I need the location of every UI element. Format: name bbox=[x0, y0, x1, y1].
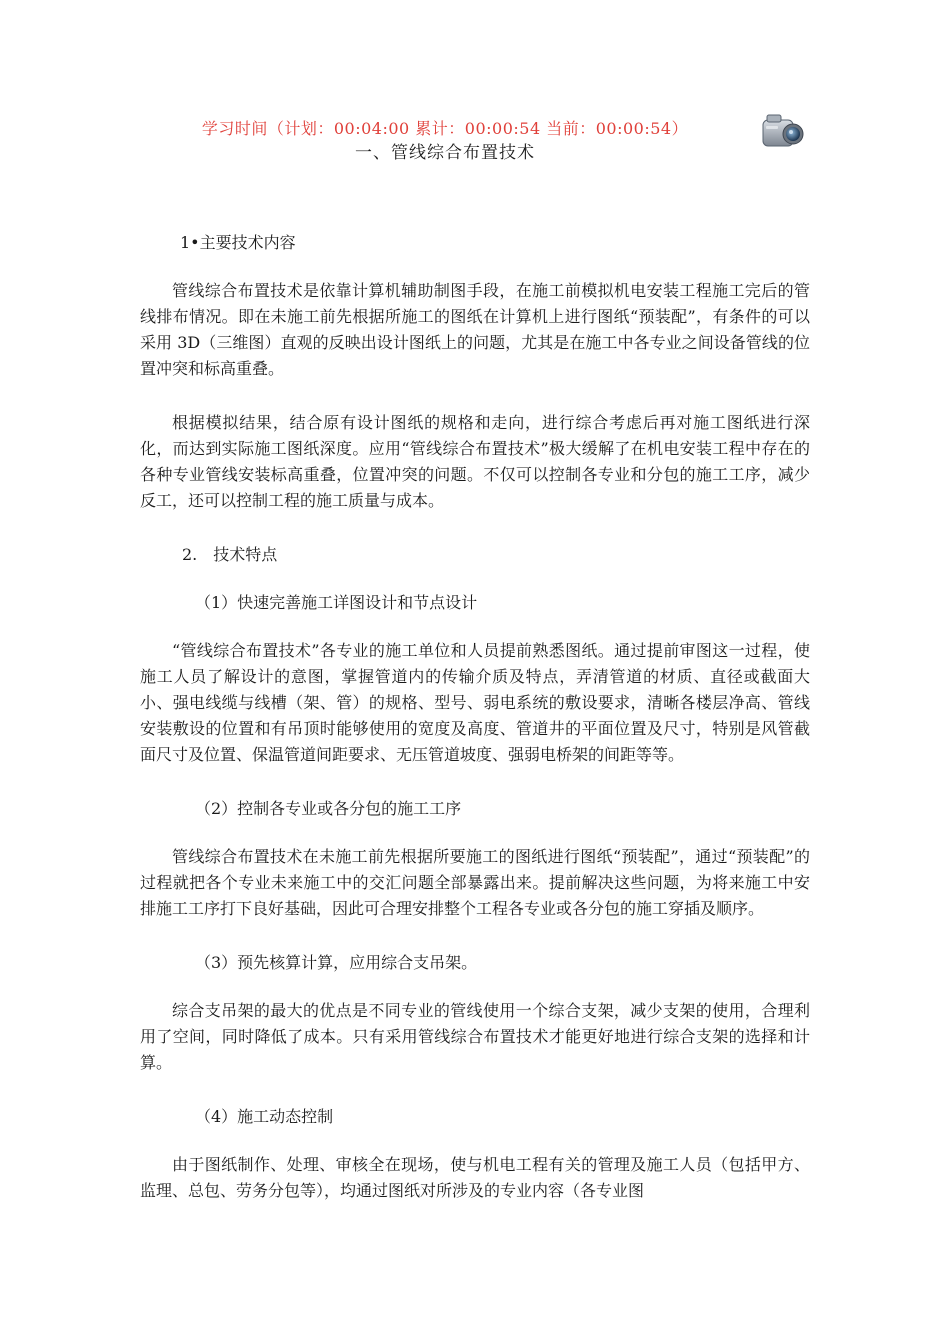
paragraph: “管线综合布置技术”各专业的施工单位和人员提前熟悉图纸。通过提前审图这一过程，使施工人员了解设计的意图，掌握管道内的传输介质及特点，弄清管道的材质、直径或截面大小、强电线缆与线槽（架、管）的规格、型号、弱电系统的敷设要求，清晰各楼层净高、管线安装敷设的位置和有吊顶时能够使用的宽度及高度、管道井的平面位置及尺寸，特别是风管截面尺寸及位置、保温管道间距要求、无压管道坡度、强弱电桥架的间距等等。 bbox=[140, 641, 810, 764]
study-time-banner: 学习时间（计划：00:04:00 累计：00:00:54 当前：00:00:54） bbox=[201, 119, 689, 138]
paragraph: 管线综合布置技术是依靠计算机辅助制图手段，在施工前模拟机电安装工程施工完后的管线排布情况。即在未施工前先根据所施工的图纸在计算机上进行图纸“预装配”，有条件的可以采用 3D（三维图）直观的反映出设计图纸上的问题，尤其是在施工中各专业之间设备管线的位置冲突和标高重叠。 bbox=[140, 281, 810, 378]
section-heading-features: 2. 技术特点 bbox=[182, 545, 278, 564]
subsection-heading: （3）预先核算计算，应用综合支吊架。 bbox=[195, 953, 478, 972]
paragraph: 由于图纸制作、处理、审核全在现场，使与机电工程有关的管理及施工人员（包括甲方、监理、总包、劳务分包等），均通过图纸对所涉及的专业内容（各专业图 bbox=[140, 1155, 810, 1200]
page-title: 一、管线综合布置技术 bbox=[355, 143, 535, 163]
video-camera-icon[interactable] bbox=[760, 112, 806, 154]
section-heading-main-content: 1•主要技术内容 bbox=[180, 233, 296, 252]
subsection-heading: （2）控制各专业或各分包的施工工序 bbox=[195, 799, 462, 818]
subsection-heading: （1）快速完善施工详图设计和节点设计 bbox=[195, 593, 478, 612]
paragraph: 综合支吊架的最大的优点是不同专业的管线使用一个综合支架，减少支架的使用，合理利用了空间，同时降低了成本。只有采用管线综合布置技术才能更好地进行综合支架的选择和计算。 bbox=[140, 1001, 810, 1072]
paragraph: 管线综合布置技术在未施工前先根据所要施工的图纸进行图纸“预装配”，通过“预装配”的过程就把各个专业未来施工中的交汇问题全部暴露出来。提前解决这些问题，为将来施工中安排施工工序打下良好基础，因此可合理安排整个工程各专业或各分包的施工穿插及顺序。 bbox=[140, 847, 810, 918]
document-body bbox=[140, 230, 810, 1232]
paragraph: 根据模拟结果，结合原有设计图纸的规格和走向，进行综合考虑后再对施工图纸进行深化，而达到实际施工图纸深度。应用“管线综合布置技术”极大缓解了在机电安装工程中存在的各种专业管线安装标高重叠，位置冲突的问题。不仅可以控制各专业和分包的施工工序，减少反工，还可以控制工程的施工质量与成本。 bbox=[140, 413, 810, 510]
subsection-heading: （4）施工动态控制 bbox=[195, 1107, 334, 1126]
